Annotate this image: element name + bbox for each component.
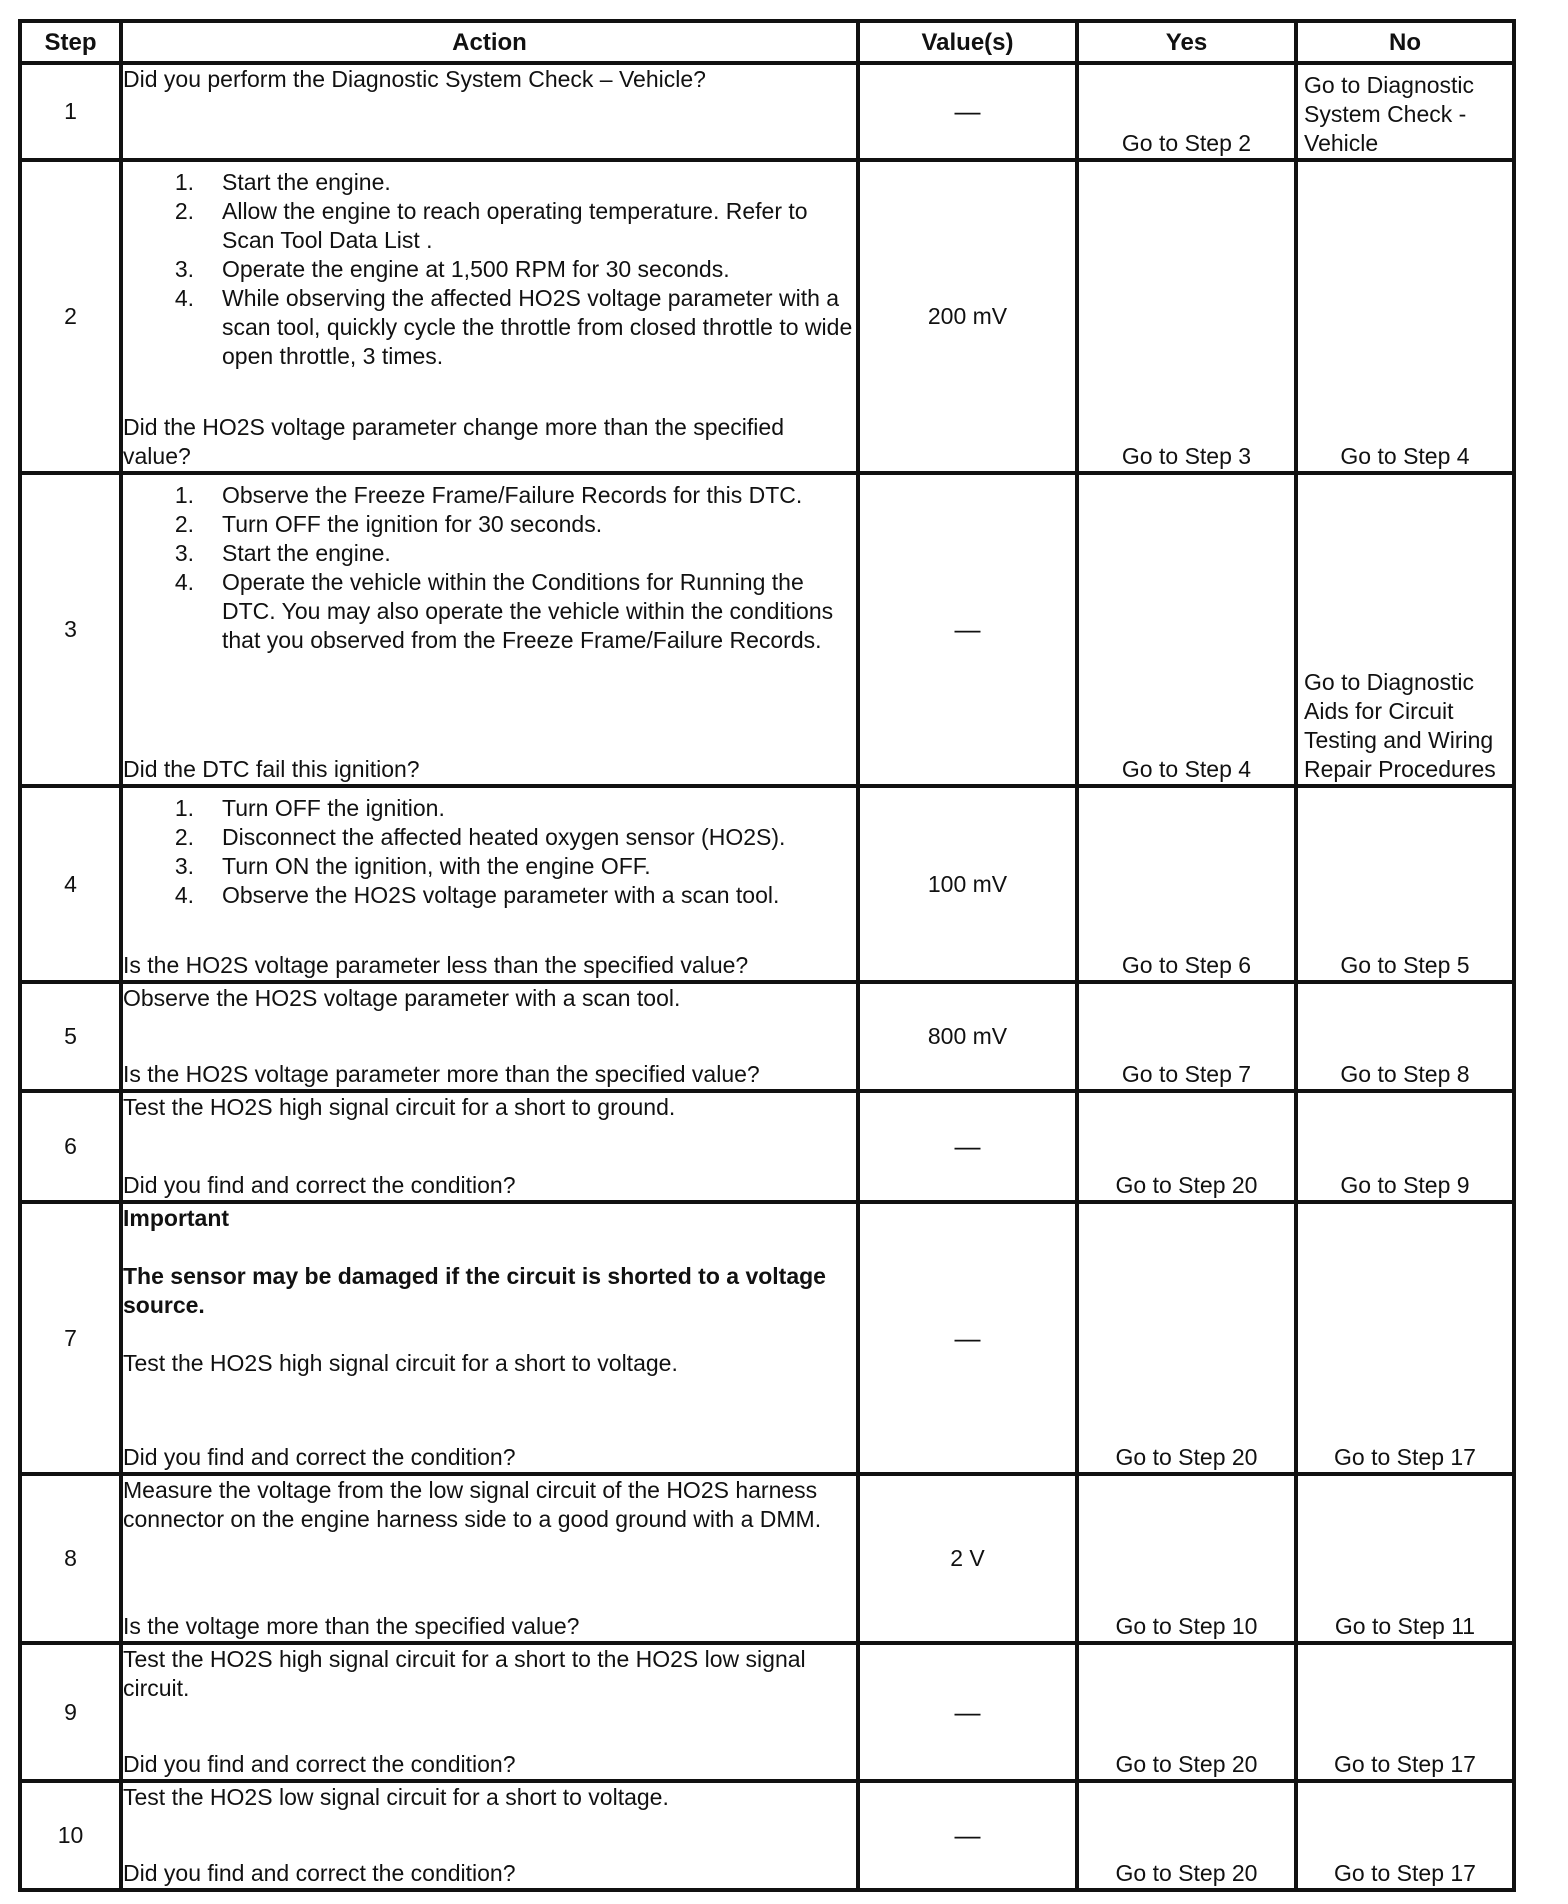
step-number: 4 [20, 786, 121, 982]
action-question: Did the DTC fail this ignition? [123, 756, 420, 782]
action-cell [121, 1643, 858, 1781]
no-cell: Go to Diagnostic System Check - Vehicle [1296, 63, 1514, 160]
table-row [20, 1643, 1514, 1781]
no-cell: Go to Diagnostic Aids for Circuit Testing and Wiring Repair Procedures [1296, 473, 1514, 786]
list-item: 2. Allow the engine to reach operating temperature. Refer to Scan Tool Data List . [174, 198, 808, 253]
value-cell: — [858, 1091, 1077, 1202]
list-item: 2. Disconnect the affected heated oxygen sensor (HO2S). [174, 824, 786, 850]
action-text: Observe the HO2S voltage parameter with a scan tool. [123, 985, 681, 1011]
action-question: Did you find and correct the condition? [123, 1751, 516, 1777]
action-question: Did you find and correct the condition? [123, 1172, 516, 1198]
action-text: Test the HO2S high signal circuit for a short to the HO2S low signal circuit. [123, 1646, 806, 1701]
action-text: Test the HO2S high signal circuit for a short to ground. [123, 1094, 676, 1120]
diagnostic-table [18, 19, 1516, 1892]
table-row [20, 1474, 1514, 1643]
action-text: Did you perform the Diagnostic System Check – Vehicle? [123, 66, 706, 92]
procedure-list [123, 481, 856, 655]
table-row [20, 1781, 1514, 1890]
action-text: Measure the voltage from the low signal circuit of the HO2S harness connector on the engine harness side to a good ground with a DMM. [123, 1477, 822, 1532]
yes-cell: Go to Step 10 [1077, 1474, 1296, 1643]
list-item: 4. While observing the affected HO2S voltage parameter with a scan tool, quickly cycle the throttle from closed throttle to wide open throttle, 3 times. [174, 285, 853, 369]
action-cell [121, 1202, 858, 1474]
header-action: Action [121, 21, 858, 63]
no-cell: Go to Step 4 [1296, 160, 1514, 473]
value-cell: — [858, 1643, 1077, 1781]
list-item: 2. Turn OFF the ignition for 30 seconds. [174, 511, 603, 537]
step-number: 8 [20, 1474, 121, 1643]
action-question: Is the voltage more than the specified value? [123, 1613, 580, 1639]
list-item: 3. Start the engine. [174, 540, 391, 566]
table-row [20, 473, 1514, 786]
step-number: 10 [20, 1781, 121, 1890]
list-item: 1. Turn OFF the ignition. [174, 795, 445, 821]
header-yes: Yes [1077, 21, 1296, 63]
no-cell: Go to Step 9 [1296, 1091, 1514, 1202]
no-cell: Go to Step 17 [1296, 1202, 1514, 1474]
table-row [20, 63, 1514, 160]
action-cell [121, 160, 858, 473]
table-row [20, 786, 1514, 982]
table-row [20, 982, 1514, 1091]
yes-cell: Go to Step 20 [1077, 1202, 1296, 1474]
action-text: Test the HO2S high signal circuit for a short to voltage. [123, 1350, 678, 1376]
no-cell: Go to Step 17 [1296, 1643, 1514, 1781]
value-cell: — [858, 1202, 1077, 1474]
table-row [20, 160, 1514, 473]
yes-cell: Go to Step 2 [1077, 63, 1296, 160]
no-cell: Go to Step 5 [1296, 786, 1514, 982]
action-cell [121, 473, 858, 786]
list-item: 1. Start the engine. [174, 169, 391, 195]
no-cell: Go to Step 11 [1296, 1474, 1514, 1643]
step-number: 9 [20, 1643, 121, 1781]
step-number: 3 [20, 473, 121, 786]
step-number: 2 [20, 160, 121, 473]
value-cell: 100 mV [858, 786, 1077, 982]
action-cell [121, 1474, 858, 1643]
yes-cell: Go to Step 7 [1077, 982, 1296, 1091]
action-question: Did you find and correct the condition? [123, 1444, 516, 1470]
procedure-list [123, 794, 856, 910]
action-cell [121, 63, 858, 160]
header-values: Value(s) [858, 21, 1077, 63]
action-cell [121, 1781, 858, 1890]
step-number: 5 [20, 982, 121, 1091]
value-cell: 2 V [858, 1474, 1077, 1643]
yes-cell: Go to Step 6 [1077, 786, 1296, 982]
header-no: No [1296, 21, 1514, 63]
yes-cell: Go to Step 20 [1077, 1781, 1296, 1890]
step-number: 1 [20, 63, 121, 160]
action-cell [121, 786, 858, 982]
header-step: Step [20, 21, 121, 63]
value-cell: — [858, 1781, 1077, 1890]
step-number: 7 [20, 1202, 121, 1474]
yes-cell: Go to Step 4 [1077, 473, 1296, 786]
no-cell: Go to Step 8 [1296, 982, 1514, 1091]
table-row [20, 1091, 1514, 1202]
action-question: Did you find and correct the condition? [123, 1860, 516, 1886]
list-item: 3. Operate the engine at 1,500 RPM for 30 seconds. [174, 256, 730, 282]
list-item: 4. Observe the HO2S voltage parameter with a scan tool. [174, 882, 780, 908]
action-question: Did the HO2S voltage parameter change more than the specified value? [123, 414, 784, 469]
action-text: Test the HO2S low signal circuit for a short to voltage. [123, 1784, 669, 1810]
no-cell: Go to Step 17 [1296, 1781, 1514, 1890]
yes-cell: Go to Step 3 [1077, 160, 1296, 473]
value-cell: 200 mV [858, 160, 1077, 473]
value-cell: 800 mV [858, 982, 1077, 1091]
table-row [20, 1202, 1514, 1474]
important-label: Important [123, 1205, 230, 1231]
action-cell [121, 982, 858, 1091]
procedure-list [123, 168, 856, 371]
value-cell: — [858, 63, 1077, 160]
list-item: 4. Operate the vehicle within the Conditions for Running the DTC. You may also operate the vehicle within the conditions that you observed from the Freeze Frame/Failure Records. [174, 569, 834, 653]
yes-cell: Go to Step 20 [1077, 1643, 1296, 1781]
list-item: 3. Turn ON the ignition, with the engine OFF. [174, 853, 651, 879]
action-question: Is the HO2S voltage parameter less than the specified value? [123, 952, 749, 978]
warning-text: The sensor may be damaged if the circuit is shorted to a voltage source. [123, 1263, 826, 1318]
value-cell: — [858, 473, 1077, 786]
list-item: 1. Observe the Freeze Frame/Failure Records for this DTC. [174, 482, 803, 508]
action-question: Is the HO2S voltage parameter more than the specified value? [123, 1061, 760, 1087]
step-number: 6 [20, 1091, 121, 1202]
header-row [20, 21, 1514, 63]
yes-cell: Go to Step 20 [1077, 1091, 1296, 1202]
action-cell [121, 1091, 858, 1202]
